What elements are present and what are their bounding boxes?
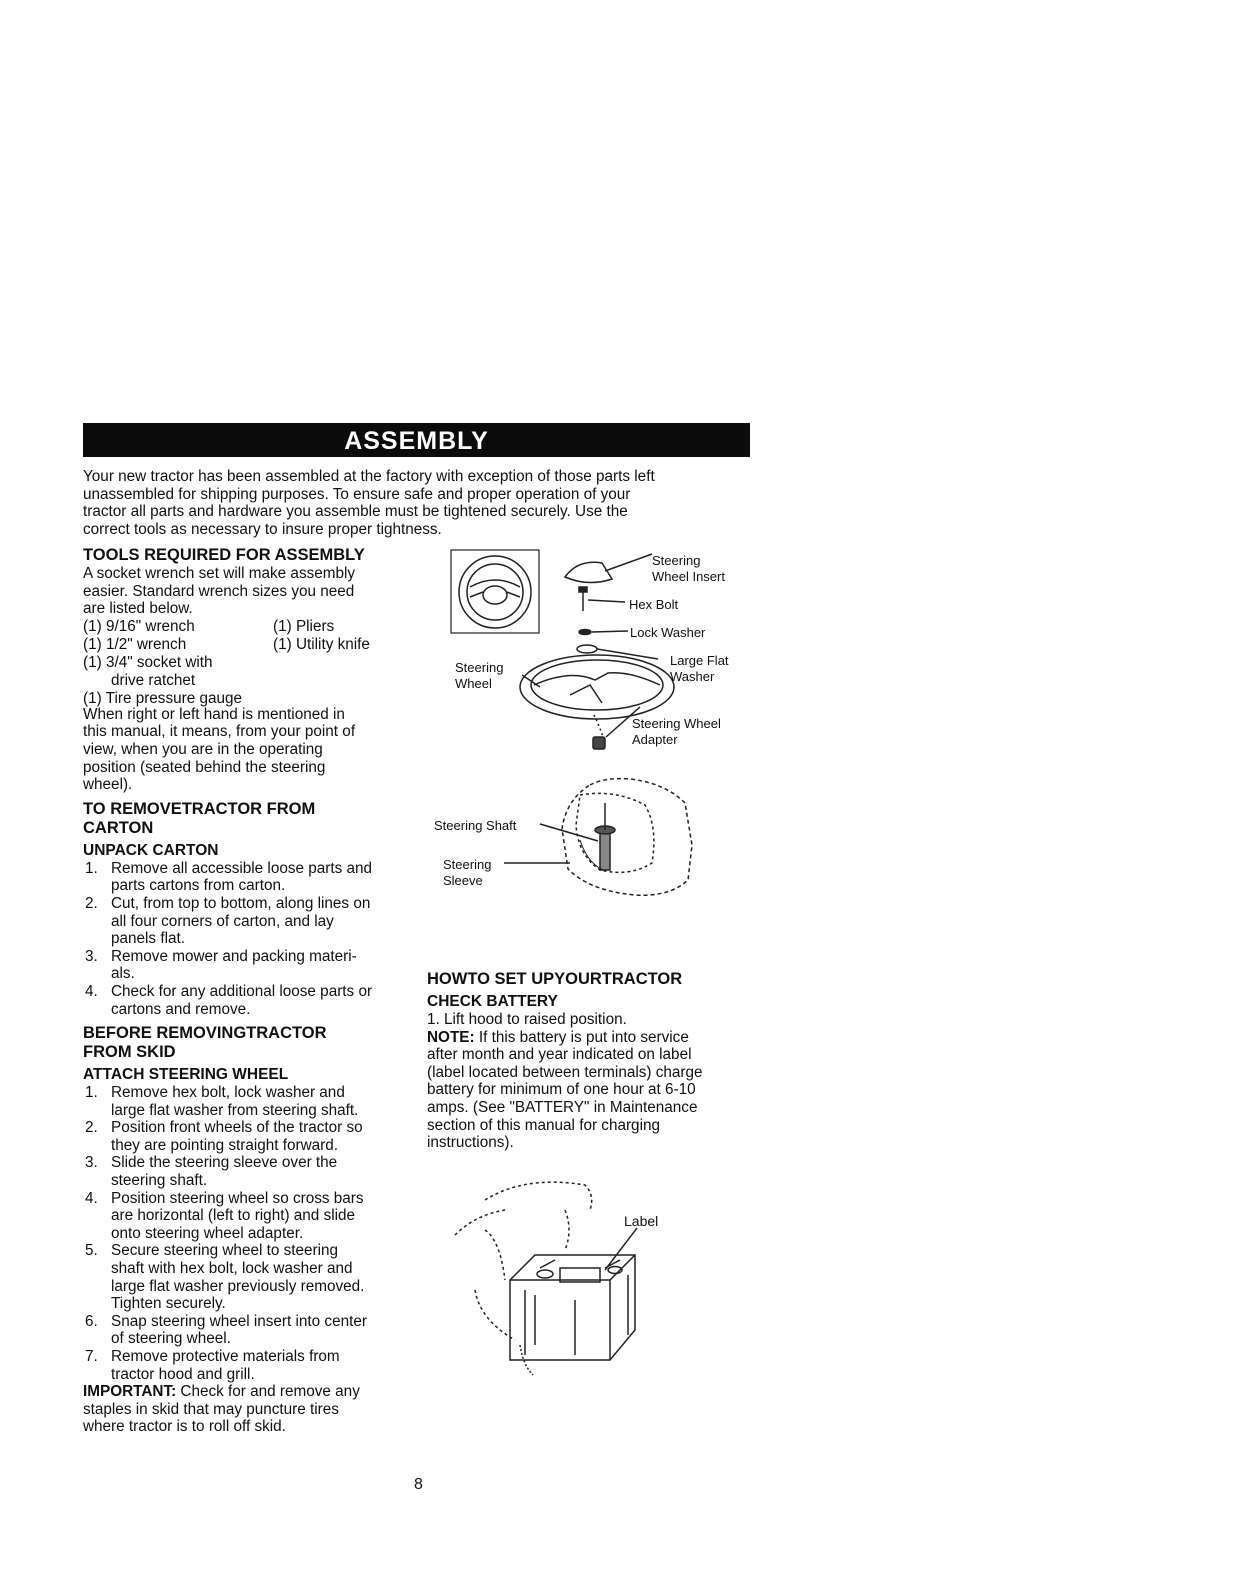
list-item: 2. Position front wheels of the tractor so they are pointing straight forward. xyxy=(85,1119,363,1154)
battery-figure xyxy=(445,1170,685,1390)
intro-paragraph xyxy=(83,468,748,538)
unpack-steps xyxy=(83,860,423,1018)
hand-note-line: When right or left hand is mentioned in xyxy=(83,705,345,723)
tools-list xyxy=(83,618,423,706)
remove-heading: CARTON xyxy=(83,818,154,837)
label-steering-shaft: Steering Shaft xyxy=(434,818,517,833)
label-large-flat-washer: Large Flat xyxy=(670,653,729,668)
important-note: IMPORTANT: Check for and remove any xyxy=(83,1383,360,1401)
tool-item: (1) 3/4" socket with xyxy=(83,653,213,671)
remove-heading: TO REMOVETRACTOR FROM xyxy=(83,799,316,818)
setup-heading: HOWTO SET UPYOURTRACTOR xyxy=(427,970,683,988)
tools-intro-line: easier. Standard wrench sizes you need xyxy=(83,582,355,600)
skid-heading: FROM SKID xyxy=(83,1043,176,1062)
label-steering-wheel: Steering xyxy=(455,660,504,675)
important-note-line: staples in skid that may puncture tires xyxy=(83,1400,339,1418)
label-steering-sleeve: Sleeve xyxy=(443,873,483,888)
battery-note-line: battery for minimum of one hour at 6-10 xyxy=(427,1081,696,1099)
list-item: 4. Position steering wheel so cross bars are horizontal (left to right) and slide onto steering wheel adapter. xyxy=(85,1189,364,1242)
battery-note-line: amps. (See "BATTERY" in Maintenance xyxy=(427,1098,698,1116)
tools-intro-line: are listed below. xyxy=(83,600,193,618)
steering-assembly-figure xyxy=(430,545,750,955)
list-item: 5. Secure steering wheel to steering shaft with hex bolt, lock washer and large flat washer previously removed. Tighten securely. xyxy=(85,1242,365,1313)
intro-line: correct tools as necessary to insure proper tightness. xyxy=(83,520,442,538)
tool-item: (1) Utility knife xyxy=(273,635,370,653)
label-lock-washer: Lock Washer xyxy=(630,625,706,640)
label-steering-wheel-insert: Steering xyxy=(652,553,701,568)
left-column xyxy=(83,546,423,1436)
label-steering-wheel-adapter: Adapter xyxy=(632,732,678,747)
hand-note-line: position (seated behind the steering xyxy=(83,758,326,776)
tool-item: (1) Pliers xyxy=(273,617,335,635)
list-item: 1. Remove hex bolt, lock washer and large flat washer from steering shaft. xyxy=(85,1084,359,1119)
tools-intro-line: A socket wrench set will make assembly xyxy=(83,565,356,582)
hand-note-line: this manual, it means, from your point of xyxy=(83,723,356,741)
battery-step: 1. Lift hood to raised position. xyxy=(427,1011,627,1028)
right-column xyxy=(427,970,757,1152)
battery-note-line: section of this manual for charging xyxy=(427,1116,660,1134)
label-steering-sleeve: Steering xyxy=(443,857,492,872)
label-steering-wheel-insert: Wheel Insert xyxy=(652,569,725,584)
intro-line: unassembled for shipping purposes. To ensure safe and proper operation of your xyxy=(83,485,631,503)
important-note-line: where tractor is to roll off skid. xyxy=(83,1418,286,1436)
list-item: 6. Snap steering wheel insert into center of steering wheel. xyxy=(85,1312,367,1348)
list-item: 2. Cut, from top to bottom, along lines on all four corners of carton, and lay panels flat. xyxy=(85,894,371,948)
battery-note: NOTE: If this battery is put into service xyxy=(427,1028,689,1046)
steering-steps xyxy=(83,1084,423,1383)
section-banner: ASSEMBLY xyxy=(83,423,750,457)
battery-note-line: instructions). xyxy=(427,1134,514,1152)
tool-item: (1) Tire pressure gauge xyxy=(83,689,242,707)
check-battery-subheading: CHECK BATTERY xyxy=(427,993,558,1010)
tools-heading: TOOLS REQUIRED FOR ASSEMBLY xyxy=(83,546,365,564)
unpack-subheading: UNPACK CARTON xyxy=(83,841,219,859)
battery-note-line: after month and year indicated on label xyxy=(427,1046,692,1064)
hand-note-line: wheel). xyxy=(83,776,133,794)
label-hex-bolt: Hex Bolt xyxy=(629,597,679,612)
hand-note-line: view, when you are in the operating xyxy=(83,740,323,758)
intro-line: Your new tractor has been assembled at the factory with exception of those parts left xyxy=(83,468,655,485)
list-item: 1. Remove all accessible loose parts and parts cartons from carton. xyxy=(85,859,373,895)
list-item: 3. Slide the steering sleeve over the steering shaft. xyxy=(85,1154,338,1190)
tool-item: (1) 1/2" wrench xyxy=(83,635,187,653)
label-steering-wheel: Wheel xyxy=(455,676,492,691)
tool-item: drive ratchet xyxy=(111,671,196,689)
list-item: 4. Check for any additional loose parts or cartons and remove. xyxy=(85,982,373,1018)
skid-heading: BEFORE REMOVINGTRACTOR xyxy=(83,1024,327,1043)
attach-steering-subheading: ATTACH STEERING WHEEL xyxy=(83,1066,289,1084)
page-number: 8 xyxy=(414,1476,423,1493)
battery-note-line: (label located between terminals) charge xyxy=(427,1063,703,1081)
list-item: 3. Remove mower and packing materi- als. xyxy=(85,947,357,983)
label-steering-wheel-adapter: Steering Wheel xyxy=(632,716,721,731)
intro-line: tractor all parts and hardware you assemble must be tightened securely. Use the xyxy=(83,503,628,521)
list-item: 7. Remove protective materials from tractor hood and grill. xyxy=(85,1348,340,1383)
label-battery-label: Label xyxy=(624,1213,659,1229)
tool-item: (1) 9/16" wrench xyxy=(83,617,195,635)
label-large-flat-washer: Washer xyxy=(670,669,715,684)
